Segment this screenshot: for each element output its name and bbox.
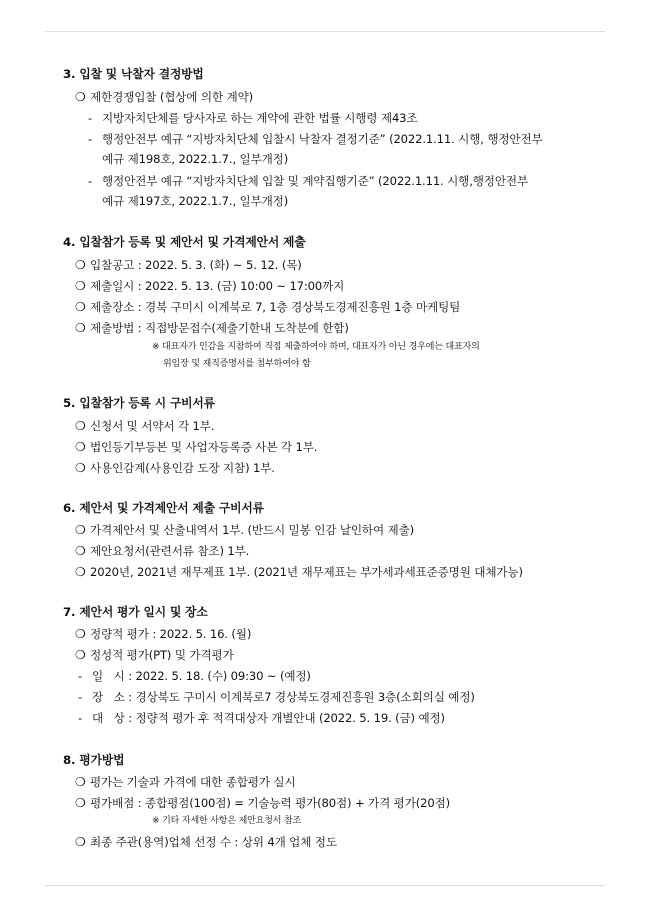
section-3-heading: 3. 입찰 및 낙찰자 결정방법	[63, 67, 204, 81]
list-item	[88, 171, 528, 191]
list-item	[78, 666, 311, 686]
list-item	[75, 297, 460, 317]
item-text: 가격제안서 및 산출내역서 1부. (반드시 밀봉 인감 날인하여 제출)	[90, 523, 415, 537]
list-item	[75, 541, 249, 561]
item-text: 제안요청서(관련서류 참조) 1부.	[90, 544, 250, 558]
circle-bullet-icon: ❍	[75, 544, 86, 558]
note-text: 위임장 및 재직증명서를 첨부하여야 함	[163, 359, 311, 369]
item-text: 제출방법 : 직접방문접수(제출기한내 도착분에 한함)	[90, 321, 349, 335]
circle-bullet-icon: ❍	[75, 627, 86, 641]
item-text: 2020년, 2021년 재무제표 1부. (2021년 재무제표는 부가세과세표준증명원 대체가능)	[90, 565, 523, 579]
list-item	[75, 772, 296, 792]
list-item	[75, 255, 302, 275]
list-item-continuation: 예규 제198호, 2022.1.7., 일부개정)	[102, 152, 289, 166]
section-7-heading: 7. 제안서 평가 일시 및 장소	[63, 605, 208, 619]
circle-bullet-icon: ❍	[75, 835, 86, 849]
note-text: ※ 대표자가 인감을 지참하여 직접 제출하여야 하며, 대표자가 아닌 경우에는 대표자의	[152, 342, 480, 352]
list-item	[75, 832, 337, 852]
circle-bullet-icon: ❍	[75, 279, 86, 293]
item-text: 제한경쟁입찰 (협상에 의한 계약)	[90, 90, 253, 104]
dash-marker: -	[78, 690, 83, 704]
item-text: 대 상 : 정량적 평가 후 적격대상자 개별안내 (2022. 5. 19. (금) 예정)	[92, 711, 445, 725]
list-item	[75, 624, 251, 644]
item-text: 사용인감계(사용인감 도장 지참) 1부.	[90, 461, 275, 475]
list-item	[75, 645, 234, 665]
list-item	[75, 87, 253, 107]
circle-bullet-icon: ❍	[75, 461, 86, 475]
list-item	[75, 318, 349, 338]
list-item	[75, 520, 414, 540]
item-text: 법인등기부등본 및 사업자등록증 사본 각 1부.	[90, 440, 318, 454]
item-text: 제출일시 : 2022. 5. 13. (금) 10:00 ~ 17:00까지	[90, 279, 345, 293]
item-text: 입찰공고 : 2022. 5. 3. (화) ~ 5. 12. (목)	[90, 258, 302, 272]
circle-bullet-icon: ❍	[75, 648, 86, 662]
circle-bullet-icon: ❍	[75, 321, 86, 335]
item-text: 지방자치단체를 당사자로 하는 계약에 관한 법률 시행령 제43조	[102, 111, 418, 125]
section-6-heading: 6. 제안서 및 가격제안서 제출 구비서류	[63, 501, 264, 515]
item-text: 평가배점 : 종합평점(100점) = 기술능력 평가(80점) + 가격 평가(20점)	[90, 796, 451, 810]
list-item	[78, 687, 475, 707]
item-text: 정성적 평가(PT) 및 가격평가	[90, 648, 234, 662]
item-text: 장 소 : 경상북도 구미시 이계북로7 경상북도경제진흥원 3층(소회의실 예정)	[92, 690, 475, 704]
list-item-continuation: 예규 제197호, 2022.1.7., 일부개정)	[102, 194, 289, 208]
top-divider	[45, 31, 605, 32]
list-item	[88, 129, 543, 149]
list-item	[75, 276, 344, 296]
note-text: ※ 기타 자세한 사항은 제안요청서 참조	[152, 816, 302, 826]
dash-marker: -	[88, 111, 93, 125]
circle-bullet-icon: ❍	[75, 796, 86, 810]
list-item	[75, 562, 523, 582]
section-4-heading: 4. 입찰참가 등록 및 제안서 및 가격제안서 제출	[63, 235, 306, 249]
circle-bullet-icon: ❍	[75, 523, 86, 537]
item-text: 행정안전부 예규 “지방자치단체 입찰시 낙찰자 결정기준” (2022.1.11. 시행, 행정안전부	[102, 132, 543, 146]
circle-bullet-icon: ❍	[75, 565, 86, 579]
bottom-divider	[45, 885, 605, 886]
item-text: 행정안전부 예규 “지방자치단체 입찰 및 계약집행기준” (2022.1.11. 시행,행정안전부	[102, 174, 528, 188]
circle-bullet-icon: ❍	[75, 419, 86, 433]
item-text: 정량적 평가 : 2022. 5. 16. (월)	[90, 627, 252, 641]
circle-bullet-icon: ❍	[75, 90, 86, 104]
circle-bullet-icon: ❍	[75, 440, 86, 454]
dash-marker: -	[78, 669, 83, 683]
circle-bullet-icon: ❍	[75, 300, 86, 314]
circle-bullet-icon: ❍	[75, 775, 86, 789]
list-item	[75, 416, 214, 436]
list-item	[75, 458, 275, 478]
section-8-heading: 8. 평가방법	[63, 753, 125, 767]
dash-marker: -	[78, 711, 83, 725]
list-item	[78, 708, 445, 728]
circle-bullet-icon: ❍	[75, 258, 86, 272]
list-item	[88, 108, 417, 128]
item-text: 일 시 : 2022. 5. 18. (수) 09:30 ~ (예정)	[92, 669, 311, 683]
item-text: 평가는 기술과 가격에 대한 종합평가 실시	[90, 775, 296, 789]
dash-marker: -	[88, 174, 93, 188]
section-5-heading: 5. 입찰참가 등록 시 구비서류	[63, 396, 215, 410]
item-text: 제출장소 : 경북 구미시 이계북로 7, 1층 경상북도경제진흥원 1층 마케팅팀	[90, 300, 461, 314]
item-text: 신청서 및 서약서 각 1부.	[90, 419, 215, 433]
list-item	[75, 793, 450, 813]
dash-marker: -	[88, 132, 93, 146]
item-text: 최종 주관(용역)업체 선정 수 : 상위 4개 업체 정도	[90, 835, 337, 849]
list-item	[75, 437, 317, 457]
